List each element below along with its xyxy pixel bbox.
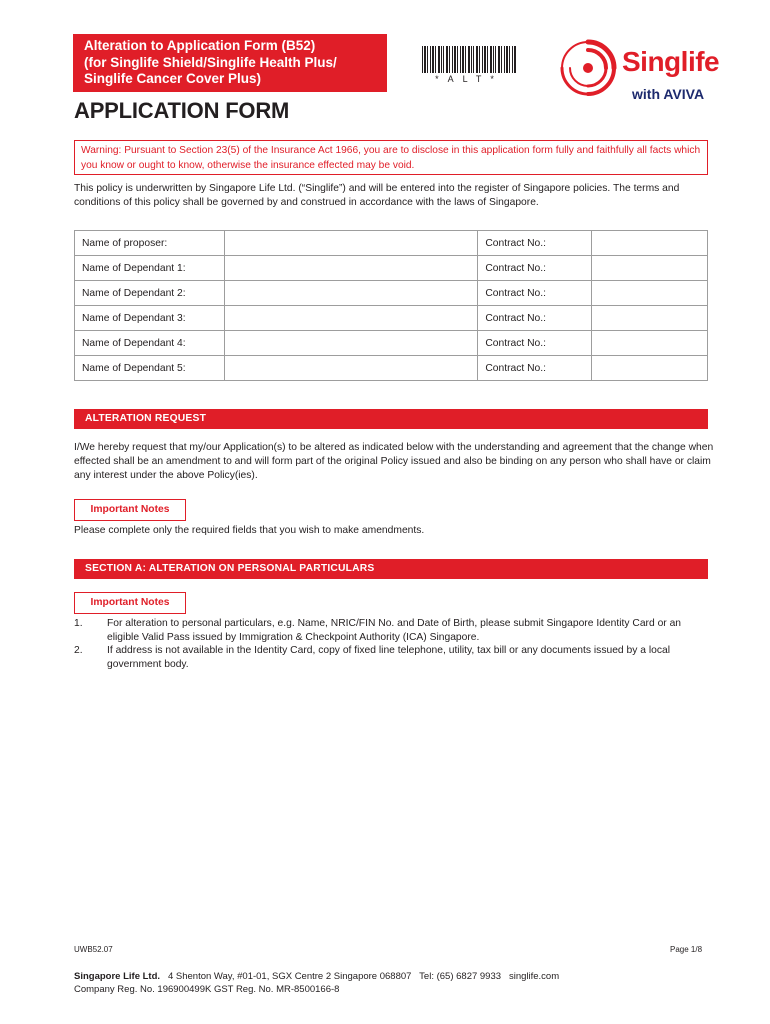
logo-subtitle: with AVIVA — [632, 86, 705, 102]
alteration-request-text: I/We hereby request that my/our Application(s) to be altered as indicated below with the understanding and agreement that the change when effected shall be an amendment to and will form part of the original Policy issued and also be binding on any person who shall have or claim any interest under the above Policy(ies). — [74, 442, 714, 481]
contract-label: Contract No.: — [478, 231, 592, 256]
dependant-3-contract-field[interactable] — [592, 306, 708, 331]
form-title-banner — [73, 34, 387, 92]
table-row — [75, 331, 708, 356]
footer-telephone: Tel: (65) 6827 9933 — [419, 971, 502, 982]
dependant-1-contract-field[interactable] — [592, 256, 708, 281]
row-label: Name of Dependant 3: — [75, 306, 225, 331]
row-label: Name of Dependant 1: — [75, 256, 225, 281]
row-label: Name of Dependant 2: — [75, 281, 225, 306]
contract-label: Contract No.: — [478, 281, 592, 306]
underwriting-note: This policy is underwritten by Singapore Life Ltd. (“Singlife”) and will be entered into the register of Singapore policies. The terms and conditions of this policy shall be governed by and construed in accordance with the laws of Singapore. — [74, 183, 680, 208]
contract-label: Contract No.: — [478, 256, 592, 281]
list-item-text: If address is not available in the Identity Card, copy of fixed line telephone, utility, tax bill or any documents issued by a local government body. — [107, 645, 671, 670]
company-footer — [74, 970, 559, 996]
dependant-5-contract-field[interactable] — [592, 356, 708, 381]
singlife-logo-icon — [556, 36, 620, 100]
section-a-notes-list — [74, 617, 710, 671]
important-notes-label: Important Notes — [74, 499, 186, 521]
page-title: APPLICATION FORM — [74, 98, 290, 123]
dependant-4-name-field[interactable] — [224, 331, 478, 356]
row-label: Name of Dependant 5: — [75, 356, 225, 381]
important-notes-text: Please complete only the required fields that you wish to make amendments. — [74, 525, 425, 536]
dependant-4-contract-field[interactable] — [592, 331, 708, 356]
table-row — [75, 356, 708, 381]
footer-company-name: Singapore Life Ltd. — [74, 971, 161, 982]
insurance-act-warning: Warning: Pursuant to Section 23(5) of the Insurance Act 1966, you are to disclose in this application form fully and faithfully all facts which you know or ought to know, otherwise the insurance effected may be void. — [74, 140, 708, 175]
form-title-line-1: Alteration to Application Form (B52) — [84, 38, 316, 53]
list-item — [74, 644, 710, 671]
list-item-number: 1. — [74, 618, 83, 629]
contract-label: Contract No.: — [478, 331, 592, 356]
dependant-2-name-field[interactable] — [224, 281, 478, 306]
form-title-line-2: (for Singlife Shield/Singlife Health Plus/ — [84, 54, 337, 70]
section-a-notes-label: Important Notes — [74, 592, 186, 614]
proposer-contract-field[interactable] — [592, 231, 708, 256]
proposer-dependants-table — [74, 230, 708, 381]
dependant-2-contract-field[interactable] — [592, 281, 708, 306]
list-item — [74, 617, 710, 644]
footer-address: 4 Shenton Way, #01-01, SGX Centre 2 Singapore 068807 — [167, 971, 412, 982]
contract-label: Contract No.: — [478, 306, 592, 331]
logo-wordmark: Singlife — [622, 46, 720, 77]
list-item-number: 2. — [74, 645, 83, 656]
table-row — [75, 231, 708, 256]
row-label: Name of proposer: — [75, 231, 225, 256]
dependant-3-name-field[interactable] — [224, 306, 478, 331]
dependant-1-name-field[interactable] — [224, 256, 478, 281]
barcode-image — [422, 46, 516, 73]
form-title-line-3: Singlife Cancer Cover Plus) — [84, 71, 262, 86]
table-row — [75, 306, 708, 331]
row-label: Name of Dependant 4: — [75, 331, 225, 356]
dependant-5-name-field[interactable] — [224, 356, 478, 381]
barcode-text: *ALT* — [435, 74, 503, 84]
form-code: UWB52.07 — [74, 945, 113, 954]
section-a-heading: SECTION A: ALTERATION ON PERSONAL PARTICULARS — [74, 559, 708, 579]
table-row — [75, 256, 708, 281]
proposer-name-field[interactable] — [224, 231, 478, 256]
footer-registration: Company Reg. No. 196900499K GST Reg. No. MR-8500166-8 — [74, 984, 340, 995]
list-item-text: For alteration to personal particulars, e.g. Name, NRIC/FIN No. and Date of Birth, please submit Singapore Identity Card or an eligible Valid Pass issued by Immigration & Checkpoint Authority (ICA) Singapore. — [107, 618, 682, 643]
alteration-request-heading: ALTERATION REQUEST — [74, 409, 708, 429]
page-number: Page 1/8 — [670, 945, 703, 954]
footer-website-link[interactable]: singlife.com — [508, 971, 560, 982]
contract-label: Contract No.: — [478, 356, 592, 381]
table-row — [75, 281, 708, 306]
